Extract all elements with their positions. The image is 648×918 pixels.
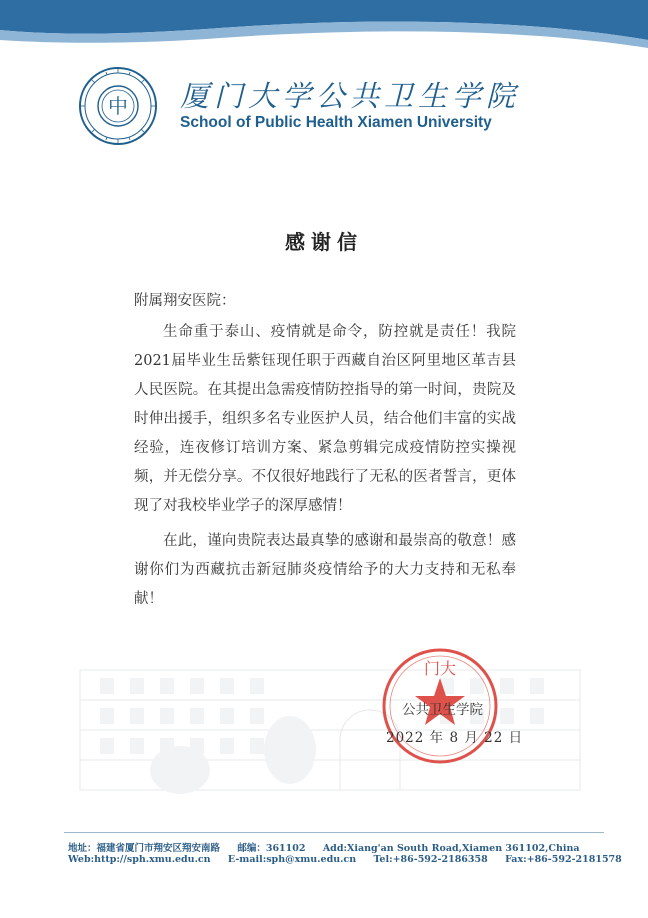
footer-web: Web:http://sph.xmu.edu.cn <box>68 854 211 865</box>
footer-divider <box>64 832 604 833</box>
salutation: 附属翔安医院： <box>134 293 236 309</box>
footer-tel: Tel:+86-592-2186358 <box>373 854 488 865</box>
header-wave-band <box>0 0 648 70</box>
body-paragraph-2: 在此，谨向贵院表达最真挚的感谢和最崇高的敬意！感谢你们为西藏抗击新冠肺炎疫情给予的大力支持和无私奉献！ <box>134 533 516 607</box>
signature-department: 公共卫生学院 <box>402 702 483 718</box>
signature-date: 2022 年 8 月 22 日 <box>386 730 524 746</box>
school-name-chinese: 厦门大学公共卫生学院 <box>180 79 521 113</box>
campus-building-watermark <box>60 630 600 800</box>
footer-contact-line <box>68 854 636 865</box>
footer-fax: Fax:+86-592-2181578 <box>505 854 622 865</box>
footer-address-line <box>68 840 594 854</box>
footer-address-cn: 地址：福建省厦门市翔安区翔安南路 <box>68 843 221 854</box>
body-paragraph-1: 生命重于泰山、疫情就是命令，防控就是责任！我院2021届毕业生岳紫钰现任职于西藏自治区阿里地区革吉县人民医院。在其提出急需疫情防控指导的第一时间，贵院及时伸出援手，组织多名专业医护人员，结合他们丰富的实战经验，连夜修订培训方案、紧急剪辑完成疫情防控实操视频，并无偿分享。不仅很好地践行了无私的医者誓言，更体现了对我校毕业学子的深厚感情！ <box>134 324 516 514</box>
school-name-english: School of Public Health Xiamen University <box>180 114 492 131</box>
school-seal-logo <box>78 66 158 146</box>
letter-title: 感谢信 <box>285 230 363 254</box>
footer-postcode: 邮编：361102 <box>237 843 306 854</box>
footer-email: E-mail:sph@xmu.edu.cn <box>227 854 357 865</box>
letter-body <box>134 318 516 620</box>
stamp-text: 门大 <box>423 659 457 678</box>
footer-address-en: Add:Xiang'an South Road,Xiamen 361102,China <box>322 843 580 854</box>
seal-center-glyph: 中 <box>108 94 128 118</box>
